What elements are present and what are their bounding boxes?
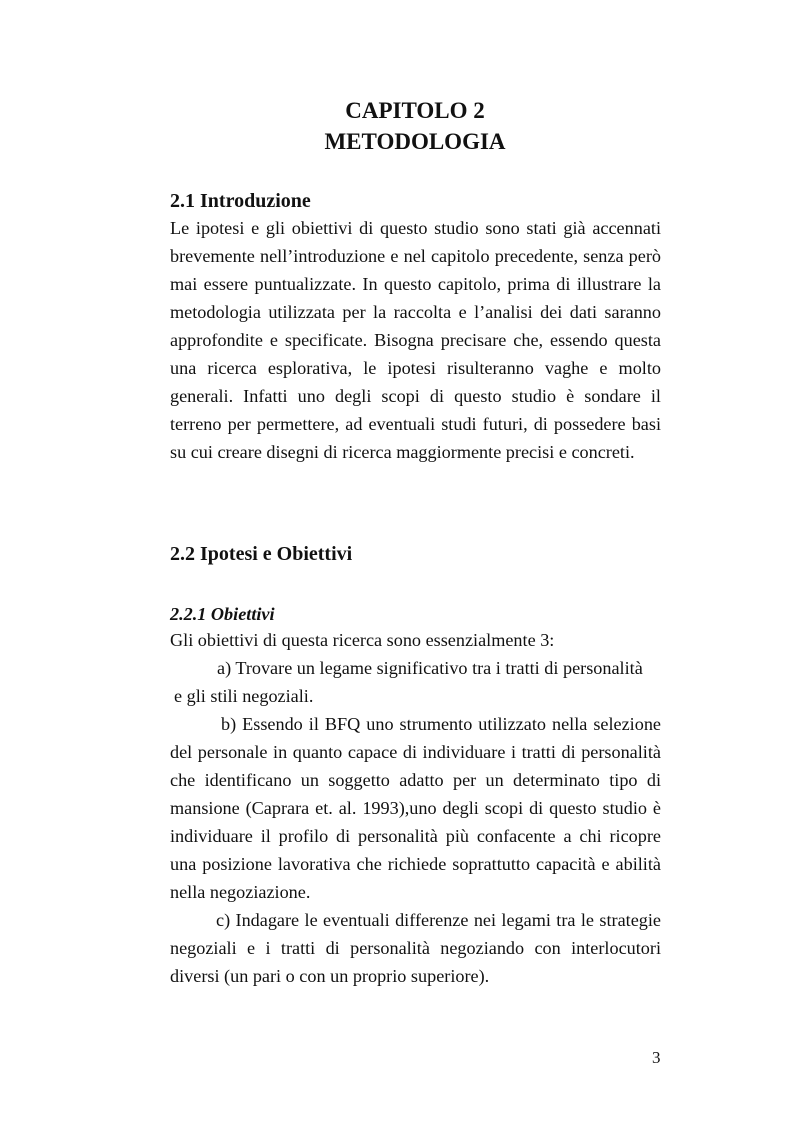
chapter-number: CAPITOLO 2: [345, 98, 485, 123]
subsection-heading-obiettivi: 2.2.1 Obiettivi: [170, 604, 275, 624]
objective-c: c) Indagare le eventuali differenze nei legami tra le strategie negoziali e i tratti di personalità negoziando con interlocutori diversi (un pari o con un proprio superiore).: [170, 910, 661, 986]
page-number: 3: [652, 1048, 661, 1067]
section-heading-introduzione: 2.1 Introduzione: [170, 190, 311, 212]
section-heading-ipotesi-obiettivi: 2.2 Ipotesi e Obiettivi: [170, 543, 353, 565]
chapter-title: METODOLOGIA: [324, 129, 506, 154]
introduction-paragraph: Le ipotesi e gli obiettivi di questo studio sono stati già accennati brevemente nell’introduzione e nel capitolo precedente, senza però mai essere puntualizzate. In questo capitolo, prima di illustrare la metodologia utilizzata per la raccolta e l’analisi dei dati saranno approfondite e specificate. Bisogna precisare che, essendo questa una ricerca esplorativa, le ipotesi risulteranno vaghe e molto generali. Infatti uno degli scopi di questo studio è sondare il terreno per permettere, ad eventuali studi futuri, di possedere basi su cui creare disegni di ricerca maggiormente precisi e concreti.: [170, 218, 661, 462]
objective-a-line-2: e gli stili negoziali.: [174, 686, 314, 706]
chapter-heading: [0, 95, 793, 157]
objective-a-line-1: a) Trovare un legame significativo tra i tratti di personalità: [217, 658, 643, 678]
objective-b: b) Essendo il BFQ uno strumento utilizzato nella selezione del personale in quanto capace di individuare i tratti di personalità che identificano un soggetto adatto per un determinato tipo di mansione (Caprara et. al. 1993),uno degli scopi di questo studio è individuare il profilo di personalità più confacente a chi ricopre una posizione lavorativa che richiede soprattutto capacità e abilità nella negoziazione.: [170, 714, 661, 902]
objectives-intro: Gli obiettivi di questa ricerca sono essenzialmente 3:: [170, 630, 555, 650]
